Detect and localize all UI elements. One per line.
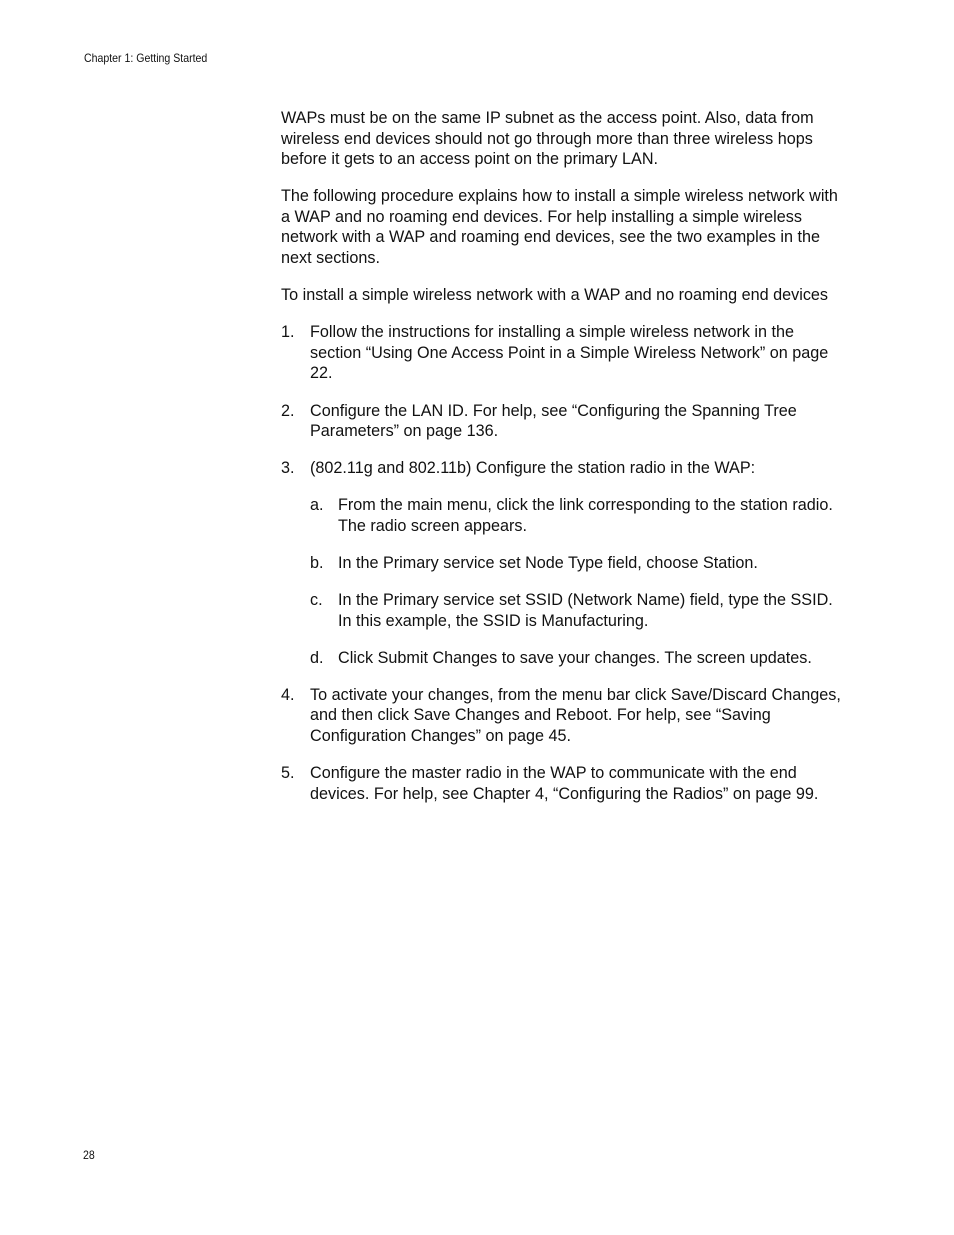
step-3 bbox=[281, 458, 849, 479]
step-text: Configure the LAN ID. For help, see “Configuring the Spanning Tree Parameters” on page 136. bbox=[310, 401, 797, 441]
substep-a bbox=[310, 495, 849, 536]
step-2 bbox=[281, 401, 849, 442]
step-text: (802.11g and 802.11b) Configure the station radio in the WAP: bbox=[310, 459, 756, 478]
step-4 bbox=[281, 685, 849, 747]
step-1 bbox=[281, 322, 849, 384]
substep-letter: b. bbox=[310, 554, 324, 572]
substep-c bbox=[310, 590, 849, 631]
substep-text: In the Primary service set SSID (Network Name) field, type the SSID. In this example, the SSID is Manufacturing. bbox=[338, 591, 833, 630]
substep-letter: d. bbox=[310, 648, 324, 667]
step-number: 1. bbox=[281, 323, 295, 342]
substep-letter: a. bbox=[310, 496, 324, 515]
step-number: 4. bbox=[281, 685, 295, 704]
substep-text: In the Primary service set Node Type field, choose Station. bbox=[338, 554, 758, 572]
substep-d bbox=[310, 648, 849, 669]
running-header: Chapter 1: Getting Started bbox=[84, 51, 208, 65]
page-body bbox=[281, 108, 849, 821]
substep-b bbox=[310, 553, 849, 574]
procedure-overview-paragraph: The following procedure explains how to install a simple wireless network with a WAP and no roaming end devices. For help installing a simple wireless network with a WAP and roaming end devices, see the two examples in the next sections. bbox=[281, 187, 838, 268]
step-number: 5. bbox=[281, 764, 295, 783]
substep-letter: c. bbox=[310, 591, 323, 610]
step-number: 2. bbox=[281, 401, 295, 420]
step-5 bbox=[281, 763, 849, 804]
substep-text: Click Submit Changes to save your changes. The screen updates. bbox=[338, 648, 812, 667]
step-text: To activate your changes, from the menu bar click Save/Discard Changes, and then click Save Changes and Reboot. For help, see “Saving Configuration Changes” on page 45. bbox=[310, 685, 841, 746]
step-text: Configure the master radio in the WAP to communicate with the end devices. For help, see Chapter 4, “Configuring the Radios” on page 99. bbox=[310, 764, 819, 803]
step-text: Follow the instructions for installing a simple wireless network in the section “Using One Access Point in a Simple Wireless Network” on page 22. bbox=[310, 323, 829, 383]
page-number: 28 bbox=[83, 1148, 95, 1162]
intro-paragraph: WAPs must be on the same IP subnet as the access point. Also, data from wireless end devices should not go through more than three wireless hops before it gets to an access point on the primary LAN. bbox=[281, 109, 814, 169]
step-number: 3. bbox=[281, 459, 295, 478]
procedure-title: To install a simple wireless network with a WAP and no roaming end devices bbox=[281, 286, 829, 305]
substep-text: From the main menu, click the link corresponding to the station radio. The radio screen appears. bbox=[338, 496, 833, 535]
